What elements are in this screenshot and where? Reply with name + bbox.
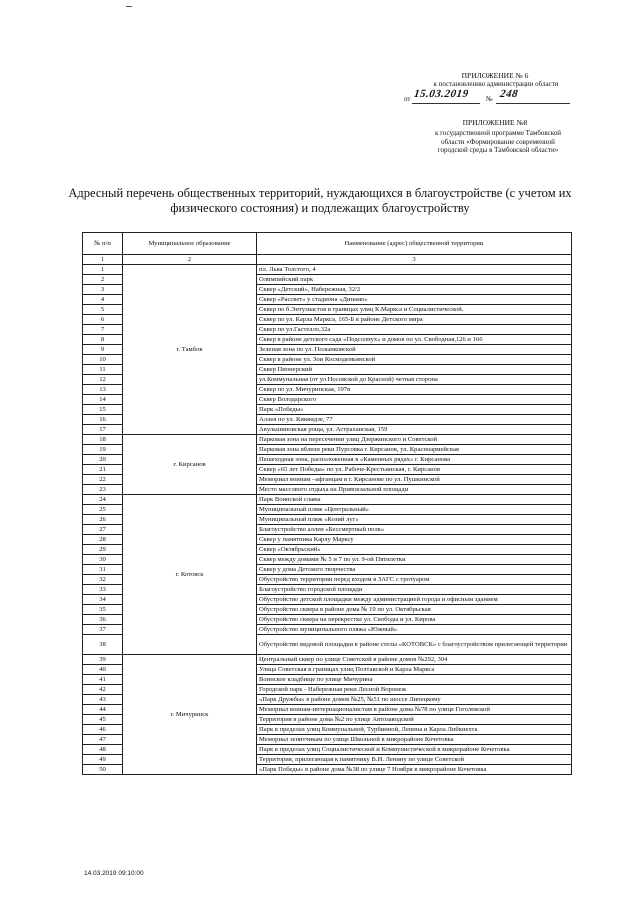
territory-name: Обустройство сквера на перекрестке ул. Свободы и ул. Кирова [257,615,572,625]
table-row [83,265,572,275]
territory-name: Акульшиновская роща, ул. Астраханская, 159 [257,425,572,435]
territory-name: Сквер между домами № 5 и 7 по ул. 9-ой Пятилетки [257,555,572,565]
row-number: 14 [83,395,123,405]
row-number: 24 [83,495,123,505]
row-number: 33 [83,585,123,595]
territory-name: Парк «Победы» [257,405,572,415]
row-number: 8 [83,335,123,345]
row-number: 19 [83,445,123,455]
territory-name: Зеленая зона по ул. Полынковской [257,345,572,355]
date-underline [412,103,480,104]
row-number: 29 [83,545,123,555]
row-number: 44 [83,705,123,715]
row-number: 46 [83,725,123,735]
row-number: 25 [83,505,123,515]
row-number: 34 [83,595,123,605]
scan-mark [126,6,132,7]
territory-name: Сквер у памятника Карлу Марксу [257,535,572,545]
row-number: 20 [83,455,123,465]
header-municipality: Муниципальное образование [123,233,257,255]
territory-name: Парк в пределах улиц Социалистической и Коммунистической в микрорайоне Кочетовка [257,745,572,755]
header-territory: Наименование (адрес) общественной территории [257,233,572,255]
row-number: 22 [83,475,123,485]
row-number: 35 [83,605,123,615]
municipality-cell: г. Кирсанов [123,435,257,495]
appendix8-line3: городской среды в Тамбовской области» [437,146,559,154]
appendix-decree: к постановлению администрации области [433,80,559,88]
territory-name: Сквер по ул.Гастелло,32а [257,325,572,335]
territory-name: Городской парк - Набережная реки Лесной Воронеж [257,685,572,695]
row-number: 40 [83,665,123,675]
territory-name: Аллея по ул. Киквидзе, 77 [257,415,572,425]
appendix8-title: ПРИЛОЖЕНИЕ №8 [462,118,528,127]
territory-name: «Парк Дружбы» в районе домов №25, №51 по шоссе Липецкому [257,695,572,705]
table-row [83,655,572,665]
territory-name: Территория, прилегающая к памятнику В.И. Ленину по улице Советской [257,755,572,765]
row-number: 1 [83,265,123,275]
row-number: 37 [83,625,123,635]
municipality-cell: г. Мичуринск [123,655,257,775]
territory-name: Мемориал зенитчикам по улице Школьной в микрорайоне Кочетовка [257,735,572,745]
table-row [83,435,572,445]
territory-name: Сквер «Детский», Набережная, 32/2 [257,285,572,295]
handwritten-date: 15.03.2019 [413,88,470,100]
row-number: 39 [83,655,123,665]
territory-name: Сквер «Рассвет» у стадиона «Динамо» [257,295,572,305]
row-number: 48 [83,745,123,755]
territory-name: Муниципальный пляж «Козий луг» [257,515,572,525]
row-number: 15 [83,405,123,415]
document-title [40,186,600,216]
column-number-1: 1 [83,255,123,265]
territory-name: Место массового отдыха на Привокзальной площади [257,485,572,495]
territory-name: Мемориал воинам-интернационалистам в районе дома №78 по улице Гоголевской [257,705,572,715]
row-number: 41 [83,675,123,685]
appendix-title: ПРИЛОЖЕНИЕ № 6 [461,71,529,80]
territories-table [82,232,572,775]
territory-name: Сквер Пионерский [257,365,572,375]
row-number: 7 [83,325,123,335]
row-number: 21 [83,465,123,475]
row-number: 3 [83,285,123,295]
table-row [83,495,572,505]
territory-name: Обустройство видовой площадки в районе стелы «КОТОВСК» с благоустройством прилегающей территории [257,635,572,655]
municipality-cell: г. Котовск [123,495,257,655]
row-number: 17 [83,425,123,435]
territory-name: пл. Льва Толстого, 4 [257,265,572,275]
territory-name: Территория в районе дома №2 по улице Автозаводской [257,715,572,725]
number-underline [496,103,570,104]
territory-name: Сквер «Октябрьский» [257,545,572,555]
territory-name: Сквер по б.Энтузиастов в границах улиц К.Маркса и Социалистической. [257,305,572,315]
territory-name: Сквер по ул. Мичуринская, 197в [257,385,572,395]
row-number: 12 [83,375,123,385]
territory-name: Олимпийский парк [257,275,572,285]
row-number: 13 [83,385,123,395]
territory-name: Парк в пределах улиц Коммунальной, Турбинной, Ленина и Карла Либкнехта [257,725,572,735]
territory-name: ул.Коммунальная (от ул Носовской до Красной) четная сторона [257,375,572,385]
territory-name: Мемориал воинам –афганцам в г. Кирсанове по ул. Пушкинской [257,475,572,485]
appendix8-description [392,129,604,155]
row-number: 38 [83,635,123,655]
territory-name: Пешеходная зона, расположенная в «Каменных рядах» г. Кирсанова [257,455,572,465]
row-number: 23 [83,485,123,495]
territory-name: Центральный сквер по улице Советской в районе домов №292, 304 [257,655,572,665]
column-number-2: 2 [123,255,257,265]
row-number: 31 [83,565,123,575]
territory-name: Обустройство территории перед входом в ЗАГС с тротуаром [257,575,572,585]
territory-name: «Парк Победы» в районе дома №38 по улице 7 Ноября в микрорайоне Кочетовка [257,765,572,775]
territory-name: Улица Советская в границах улиц Полтавской и Карла Маркса [257,665,572,675]
footer-timestamp: 14.03.2019 09:10:00 [84,870,144,877]
handwritten-number: 248 [499,88,519,100]
from-label: от [404,95,411,103]
row-number: 47 [83,735,123,745]
territory-name: Парк Воинской славы [257,495,572,505]
row-number: 27 [83,525,123,535]
row-number: 26 [83,515,123,525]
territory-name: Сквер Володарского [257,395,572,405]
row-number: 28 [83,535,123,545]
territory-name: Парковая зона на пересечении улиц Дзержинского и Советской [257,435,572,445]
row-number: 5 [83,305,123,315]
territory-name: Обустройство муниципального пляжа «Южный» [257,625,572,635]
appendix-date-line [396,90,576,106]
row-number: 45 [83,715,123,725]
row-number: 30 [83,555,123,565]
territory-name: Парковая зона вблизи реки Пурсовка г. Кирсанов, ул. Красноармейская [257,445,572,455]
document-title-line2: физического состояния) и подлежащих благоустройству [170,201,470,215]
row-number: 10 [83,355,123,365]
row-number: 4 [83,295,123,305]
appendix8-line1: к государственной программе Тамбовской [434,129,562,137]
row-number: 9 [83,345,123,355]
row-number: 36 [83,615,123,625]
territory-name: Сквер у дома Детского творчества [257,565,572,575]
table-header-row [83,233,572,255]
appendix8-line2: области «Формирование современной [441,137,555,146]
row-number: 50 [83,765,123,775]
number-sign: № [486,95,493,103]
row-number: 6 [83,315,123,325]
municipality-cell: г. Тамбов [123,265,257,435]
territory-name: Воинское кладбище по улице Мичурина [257,675,572,685]
row-number: 42 [83,685,123,695]
territory-name: Обустройство сквера в районе дома № 19 по ул. Октябрьская [257,605,572,615]
column-number-3: 3 [257,255,572,265]
document-title-line1: Адресный перечень общественных территорий, нуждающихся в благоустройстве (с учетом их [68,186,572,200]
row-number: 43 [83,695,123,705]
territory-name: Обустройство детской площадки между администрацией города и офисным зданием [257,595,572,605]
territory-name: Муниципальный пляж «Центральный» [257,505,572,515]
territory-name: Благоустройство городской площади [257,585,572,595]
territory-name: Сквер «65 лет Победы» по ул. Рабоче-Крестьянская, г. Кирсанов [257,465,572,475]
territory-name: Благоустройство аллеи «Бессмертный полк» [257,525,572,535]
row-number: 32 [83,575,123,585]
territory-name: Сквер в районе детского сада «Подсолнух» и домов по ул. Свободная,126 и 166 [257,335,572,345]
header-number: № п/п [83,233,123,255]
row-number: 11 [83,365,123,375]
row-number: 18 [83,435,123,445]
table-body [83,265,572,775]
row-number: 2 [83,275,123,285]
table-column-numbers-row [83,255,572,265]
row-number: 16 [83,415,123,425]
row-number: 49 [83,755,123,765]
territory-name: Сквер по ул. Карла Маркса, 165-Б в районе Детского мира [257,315,572,325]
territory-name: Сквер в районе ул. Зои Космодемьянской [257,355,572,365]
